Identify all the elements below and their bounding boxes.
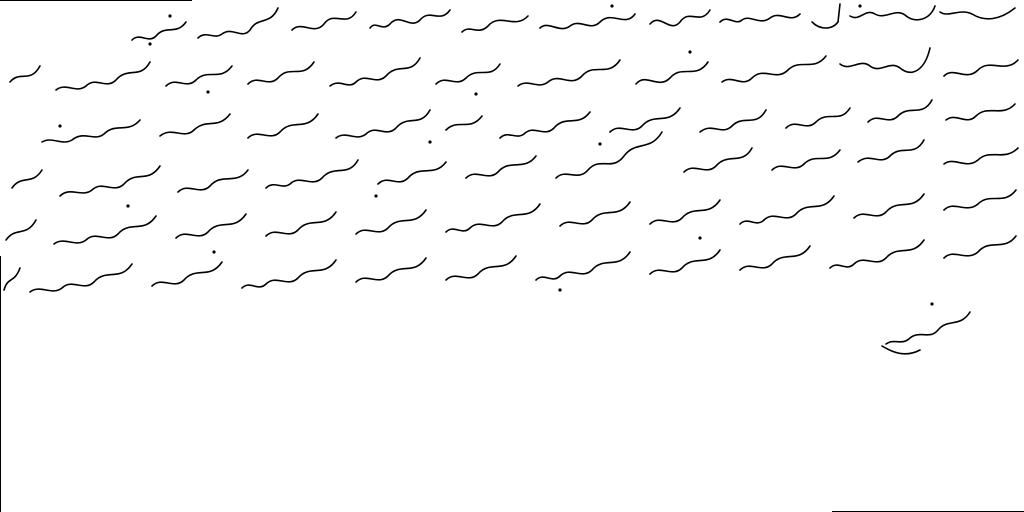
handwriting-line-7 xyxy=(882,302,970,353)
handwriting-line-5 xyxy=(6,190,1016,244)
handwriting-line-3 xyxy=(42,100,1015,144)
handwriting-line-2 xyxy=(10,48,1018,96)
handwriting-line-6 xyxy=(4,236,1016,292)
handwriting-line-1 xyxy=(132,4,1015,46)
handwriting-line-4 xyxy=(12,132,1018,198)
